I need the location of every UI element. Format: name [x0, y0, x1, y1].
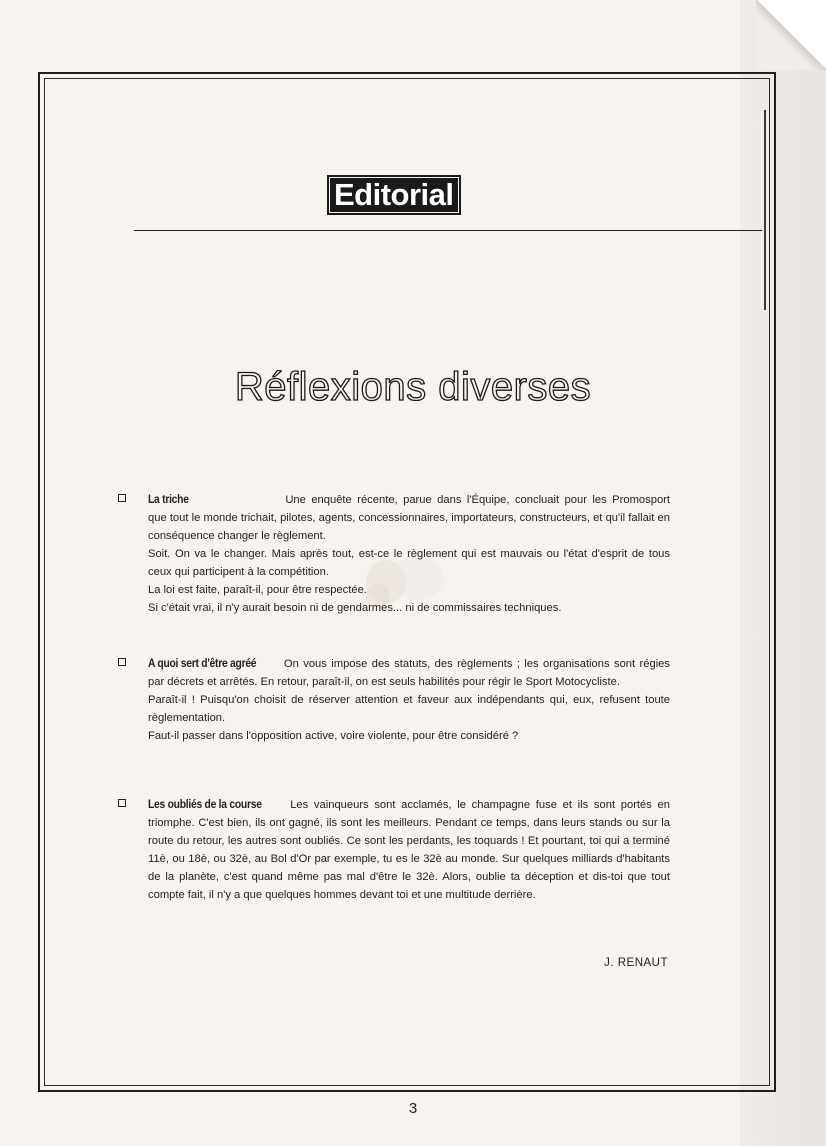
- bullet-square-icon: [118, 658, 126, 666]
- section-paragraph: Faut-il passer dans l'opposition active, voire violente, pour être considéré ?: [148, 730, 519, 742]
- section-les-oublies: [118, 795, 678, 925]
- section-paragraph: [148, 654, 670, 691]
- bullet-square-icon: [118, 494, 126, 502]
- section-la-triche: [118, 490, 678, 618]
- paragraph-text: Les vainqueurs sont acclamés, le champagne fuse et ils sont portés en triomphe. C'est bien, ils ont gagné, ils sont les meilleurs. Pendant ce temps, dans leurs stands ou sur la route du retour, les autres sont oubliés. Ce sont les perdants, les toquards ! Et pourtant, toi qui a terminé 11è, ou 18è, ou 32è, au Bol d'Or par exemple, tu es le 32è au monde. Sur quelques milliards d'habitants de la planète, c'est quand même pas mal d'être le 32è. Alors, oublie ta déception et dis-toi que tout compte fait, il n'y a que quelques hommes devant toi et une multitude derrière.: [148, 799, 670, 901]
- section-paragraph: La loi est faite, paraît-il, pour être respectée.: [148, 584, 367, 596]
- section-heading: A quoi sert d'être agréé: [148, 656, 257, 670]
- page-number: 3: [408, 1100, 418, 1117]
- section-paragraph: Soit. On va le changer. Mais après tout, est-ce le règlement qui est mauvais ou l'état d'esprit de tous ceux qui participent à la compétition.: [148, 548, 670, 578]
- section-a-quoi-sert: [118, 654, 678, 764]
- section-paragraph: Si c'était vrai, il n'y aurait besoin ni de gendarmes... ni de commissaires techniques.: [148, 602, 562, 614]
- section-heading: La triche: [148, 492, 189, 506]
- section-body: [148, 490, 670, 617]
- section-heading: Les oubliés de la course: [148, 797, 262, 811]
- side-rule: [764, 110, 766, 310]
- editorial-label: Editorial: [330, 178, 458, 212]
- section-paragraph: Paraît-il ! Puisqu'on choisit de réserver attention et faveur aux indépendants qui, eux, refusent toute règlementation.: [148, 694, 670, 724]
- article-title: Réflexions diverses: [234, 365, 592, 409]
- section-body: [148, 795, 670, 904]
- author-signature: J. RENAUT: [604, 957, 668, 969]
- folded-corner: [756, 0, 826, 70]
- bullet-square-icon: [118, 799, 126, 807]
- section-paragraph: [148, 490, 670, 545]
- paragraph-text: Une enquête récente, parue dans l'Équipe, concluait pour les Promosport que tout le monde trichait, pilotes, agents, concessionnaires, importateurs, constructeurs, et qu'il fallait en conséquence changer le règlement.: [148, 494, 670, 542]
- section-paragraph: [148, 795, 670, 904]
- paragraph-text: On vous impose des statuts, des règlements ; les organisations sont régies par décrets et arrêtés. En retour, paraît-il, on est seuls habilités pour régir le Sport Motocycliste.: [148, 658, 670, 688]
- section-body: [148, 654, 670, 745]
- header-divider: [134, 230, 762, 231]
